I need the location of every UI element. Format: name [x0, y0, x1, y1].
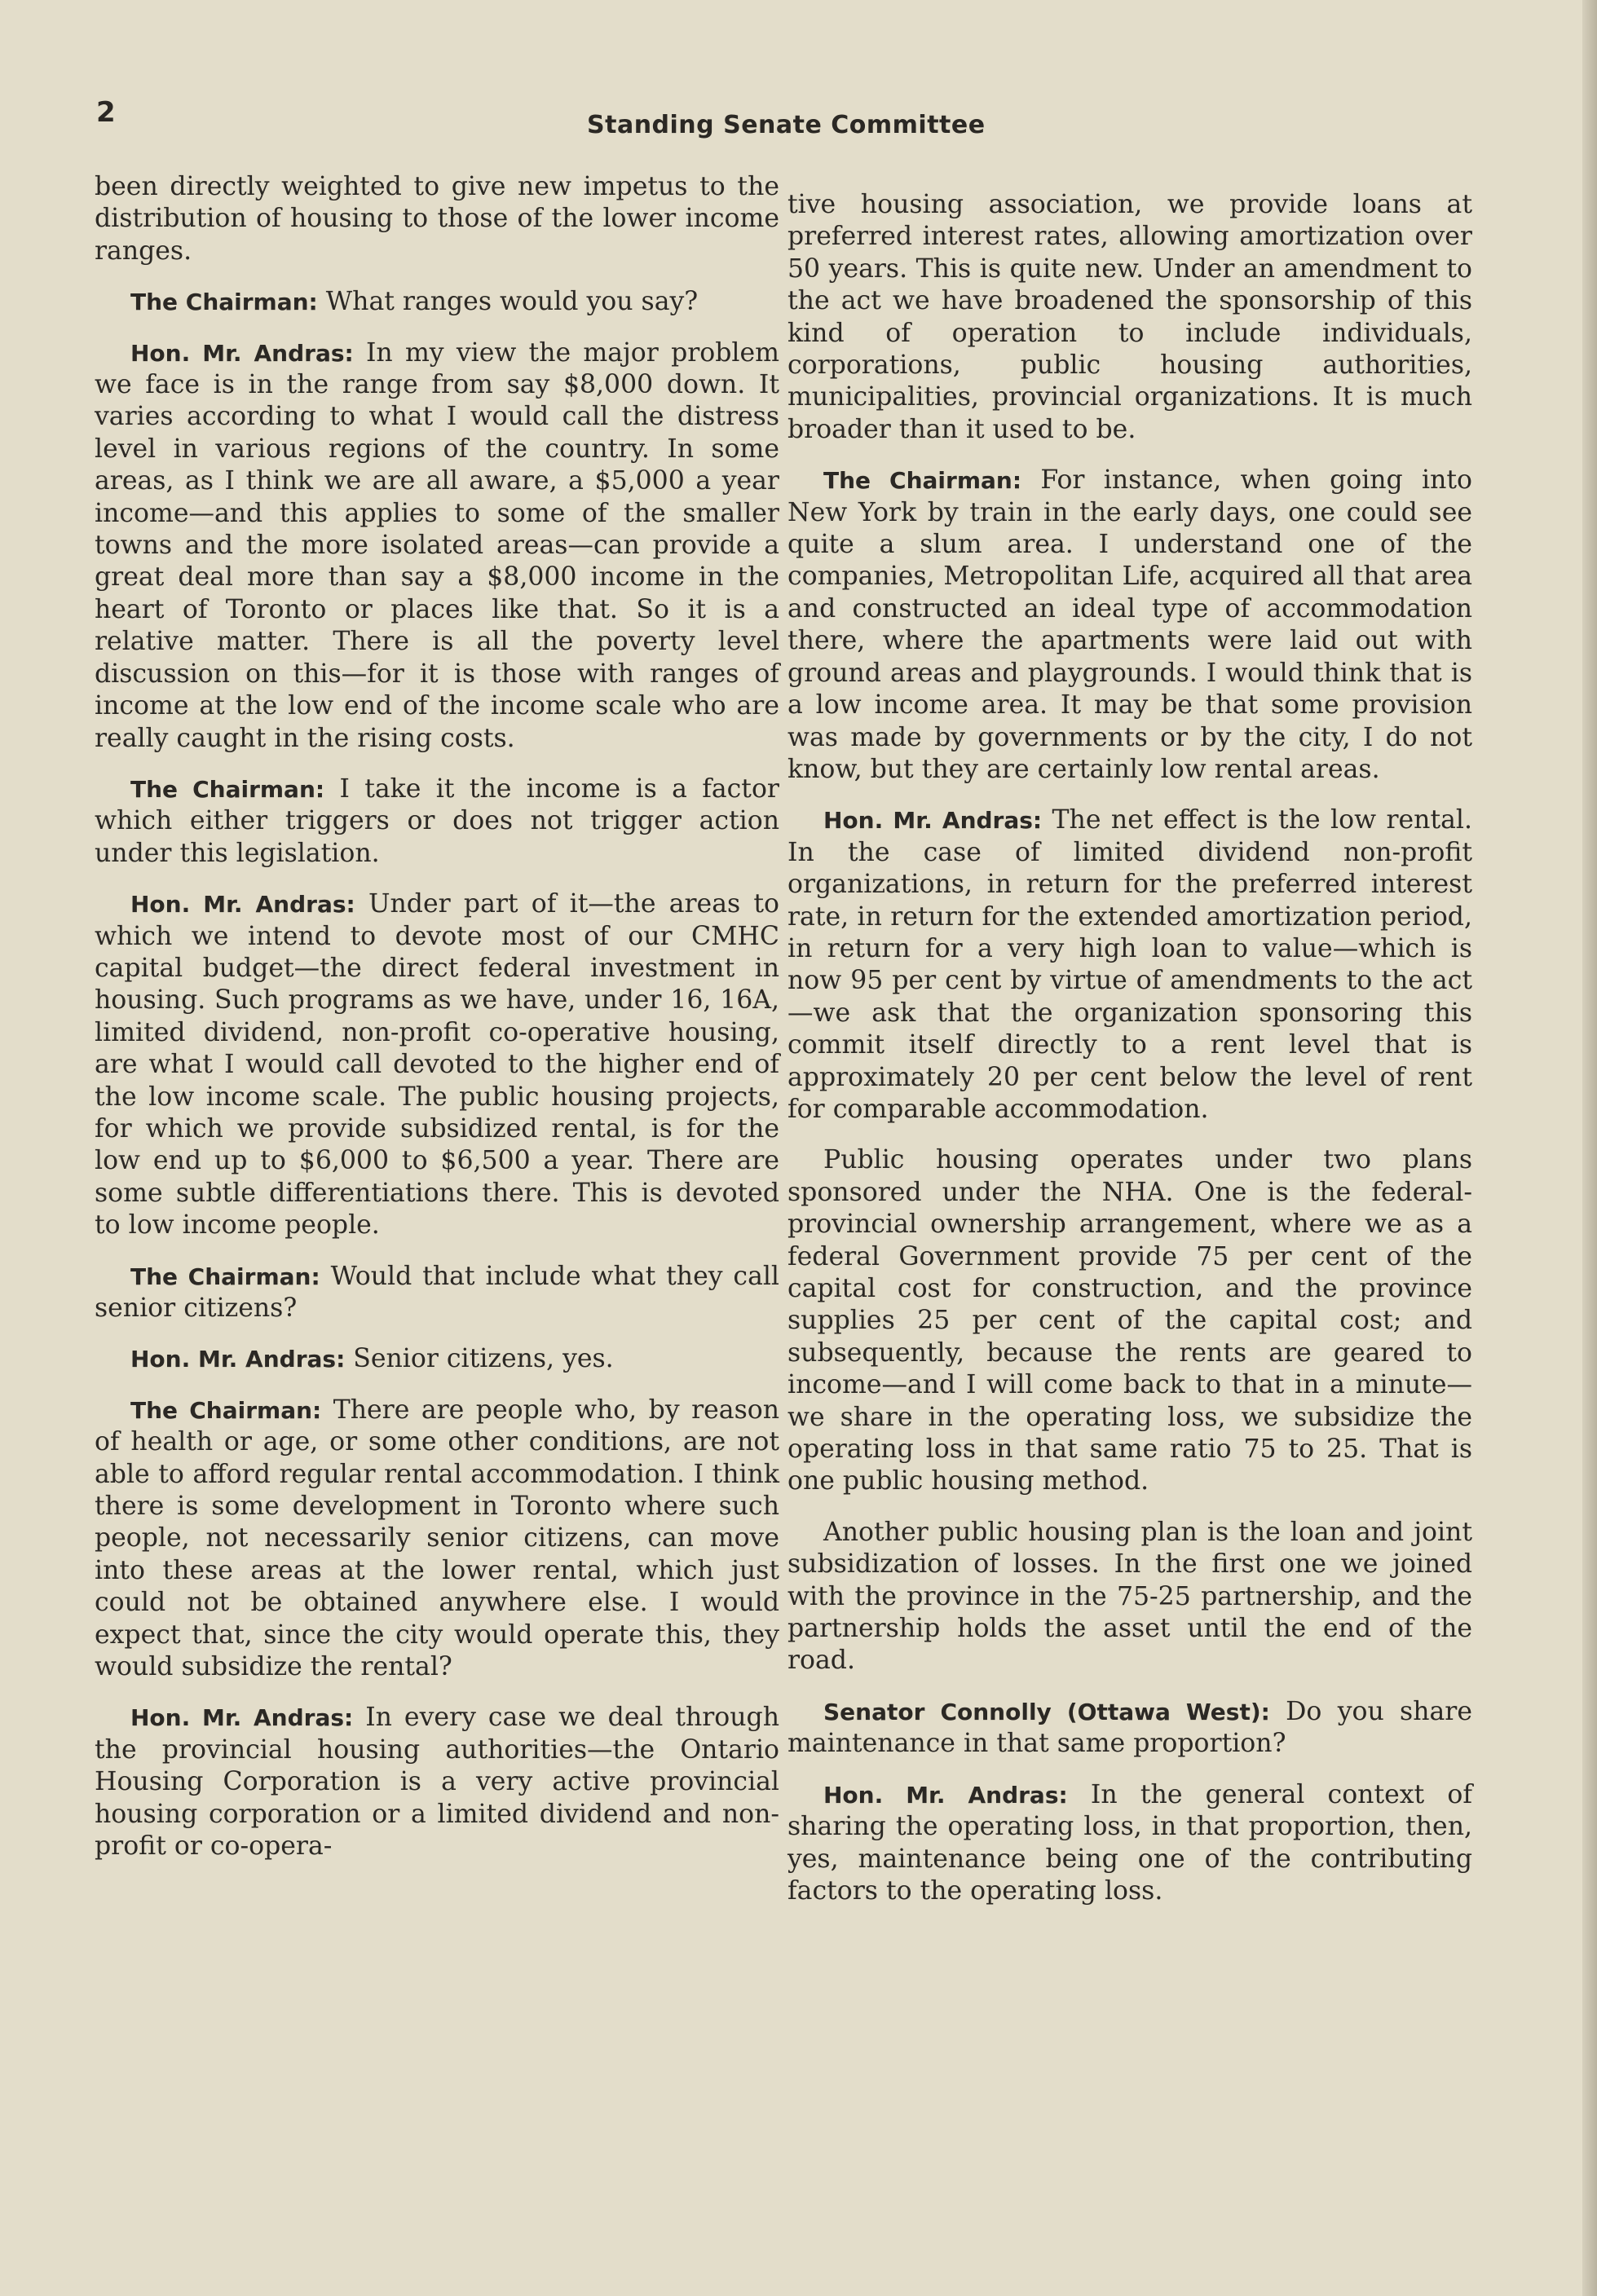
- paragraph: [95, 171, 779, 267]
- page-number: 2: [96, 96, 116, 129]
- speaker-name: Hon. Mr. Andras:: [130, 891, 355, 919]
- speaker-name: Hon. Mr. Andras:: [130, 1704, 354, 1732]
- speaker-name: The Chairman:: [130, 1396, 322, 1424]
- paragraph: [787, 189, 1472, 446]
- right-column: [787, 189, 1472, 1926]
- paragraph-text: In the general context of sharing the operating loss, in that proportion, then, yes, maintenance being one of the contributing factors to the operating loss.: [787, 1779, 1473, 1906]
- speaker-name: Senator Connolly (Ottawa West):: [823, 1698, 1270, 1725]
- paragraph: [787, 465, 1472, 786]
- paragraph: [95, 888, 779, 1241]
- speaker-name: Hon. Mr. Andras:: [130, 1346, 346, 1373]
- paragraph: [95, 1395, 779, 1684]
- speaker-name: The Chairman:: [130, 289, 318, 316]
- paragraph: [95, 337, 779, 755]
- paragraph: [95, 1261, 779, 1325]
- paragraph-text: There are people who, by reason of health or age, or some other conditions, are not able to afford regular rental accommodation. I think there is some development in Toronto where such people, not necessarily senior citizens, can move into these areas at the lower rental, which just could not be obtained anywhere else. I would expect that, since the city would operate this, they would subsidize the rental?: [95, 1395, 779, 1682]
- paragraph-text: In every case we deal through the provincial housing authorities—the Ontario Housing Corporation is a very active provincial housing corporation or a limited dividend and non-profit or co-opera-: [95, 1703, 780, 1862]
- paragraph-text: What ranges would you say?: [325, 287, 699, 317]
- paragraph-text: In my view the major problem we face is in the range from say $8,000 down. It varies according to what I would call the distress level in various regions of the country. In some areas, as I think we are all aware, a $5,000 a year income—and this applies to some of the smaller towns and the more isolated areas—can provide a great deal more than say a $8,000 income in the heart of Toronto or places like that. So it is a relative matter. There is all the poverty level discussion on this—for it is those with ranges of income at the low end of the income scale who are really caught in the rising costs.: [95, 337, 779, 753]
- paragraph: [787, 804, 1472, 1126]
- speaker-name: The Chairman:: [130, 775, 325, 803]
- paragraph-text: tive housing association, we provide loans at preferred interest rates, allowing amortization over 50 years. This is quite new. Under an amendment to the act we have broadened the sponsorship of this kind of operation to include individuals, corporations, public housing authorities, municipalities, provincial organizations. It is much broader than it used to be.: [787, 190, 1472, 444]
- speaker-name: The Chairman:: [130, 1263, 320, 1290]
- paragraph-text: The net effect is the low rental. In the case of limited dividend non-profit organizations, in return for the preferred interest rate, in return for the extended amortization period, in return for a very high loan to value—which is now 95 per cent by virtue of amendments to the act—we ask that the organization sponsoring this commit itself directly to a rent level that is approximately 20 per cent below the level of rent for comparable accommodation.: [787, 805, 1472, 1124]
- paragraph-text: I take it the income is a factor which either triggers or does not trigger action under this legislation.: [95, 773, 779, 868]
- paragraph: [95, 1343, 779, 1375]
- paragraph-text: Another public housing plan is the loan and joint subsidization of losses. In the first one we joined with the province in the 75-25 partnership, and the partnership holds the asset until the end of the road.: [787, 1517, 1472, 1676]
- speaker-name: Hon. Mr. Andras:: [823, 1781, 1068, 1809]
- paragraph: [787, 1517, 1472, 1677]
- speaker-name: Hon. Mr. Andras:: [823, 807, 1043, 835]
- paragraph-text: Public housing operates under two plans sponsored under the NHA. One is the federal-provincial ownership arrangement, where we as a federal Government provide 75 per cent of the capital cost for construction, and the province supplies 25 per cent of the capital cost; and subsequently, because the rents are geared to income—and I will come back to that in a minute—we share in the operating loss, we subsidize the operating loss in that same ratio 75 to 25. That is one public housing method.: [787, 1145, 1472, 1496]
- paragraph: [787, 1696, 1472, 1761]
- paragraph: [95, 286, 779, 318]
- running-head: Standing Senate Committee: [587, 111, 986, 139]
- speaker-name: Hon. Mr. Andras:: [130, 339, 354, 367]
- paragraph-text: Senior citizens, yes.: [353, 1344, 614, 1374]
- paragraph: [787, 1779, 1472, 1908]
- paragraph: [95, 1702, 779, 1862]
- paragraph-text: Do you share maintenance in that same proportion?: [787, 1696, 1472, 1759]
- paragraph-text: Would that include what they call senior citizens?: [95, 1261, 779, 1323]
- speaker-name: The Chairman:: [823, 467, 1022, 495]
- left-column: [95, 171, 779, 1882]
- paragraph: [95, 773, 779, 870]
- paragraph-text: For instance, when going into New York by train in the early days, one could see quite a slum area. I understand one of the companies, Metropolitan Life, acquired all that area and constructed an ideal type of accommodation there, where the apartments were laid out with ground areas and playgrounds. I would think that is a low income area. It may be that some provision was made by governments or by the city, I do not know, but they are certainly low rental areas.: [787, 465, 1472, 784]
- paragraph: [787, 1144, 1472, 1497]
- paragraph-text: Under part of it—the areas to which we intend to devote most of our CMHC capital budget—the direct federal investment in housing. Such programs as we have, under 16, 16A, limited dividend, non-profit co-operative housing, are what I would call devoted to the higher end of the low income scale. The public housing projects, for which we provide subsidized rental, is for the low end up to $6,000 to $6,500 a year. There are some subtle differentiations there. This is devoted to low income people.: [95, 889, 780, 1241]
- paragraph-text: been directly weighted to give new impetus to the distribution of housing to those of the lower income ranges.: [95, 172, 779, 266]
- page-edge-shadow: [1582, 0, 1597, 2296]
